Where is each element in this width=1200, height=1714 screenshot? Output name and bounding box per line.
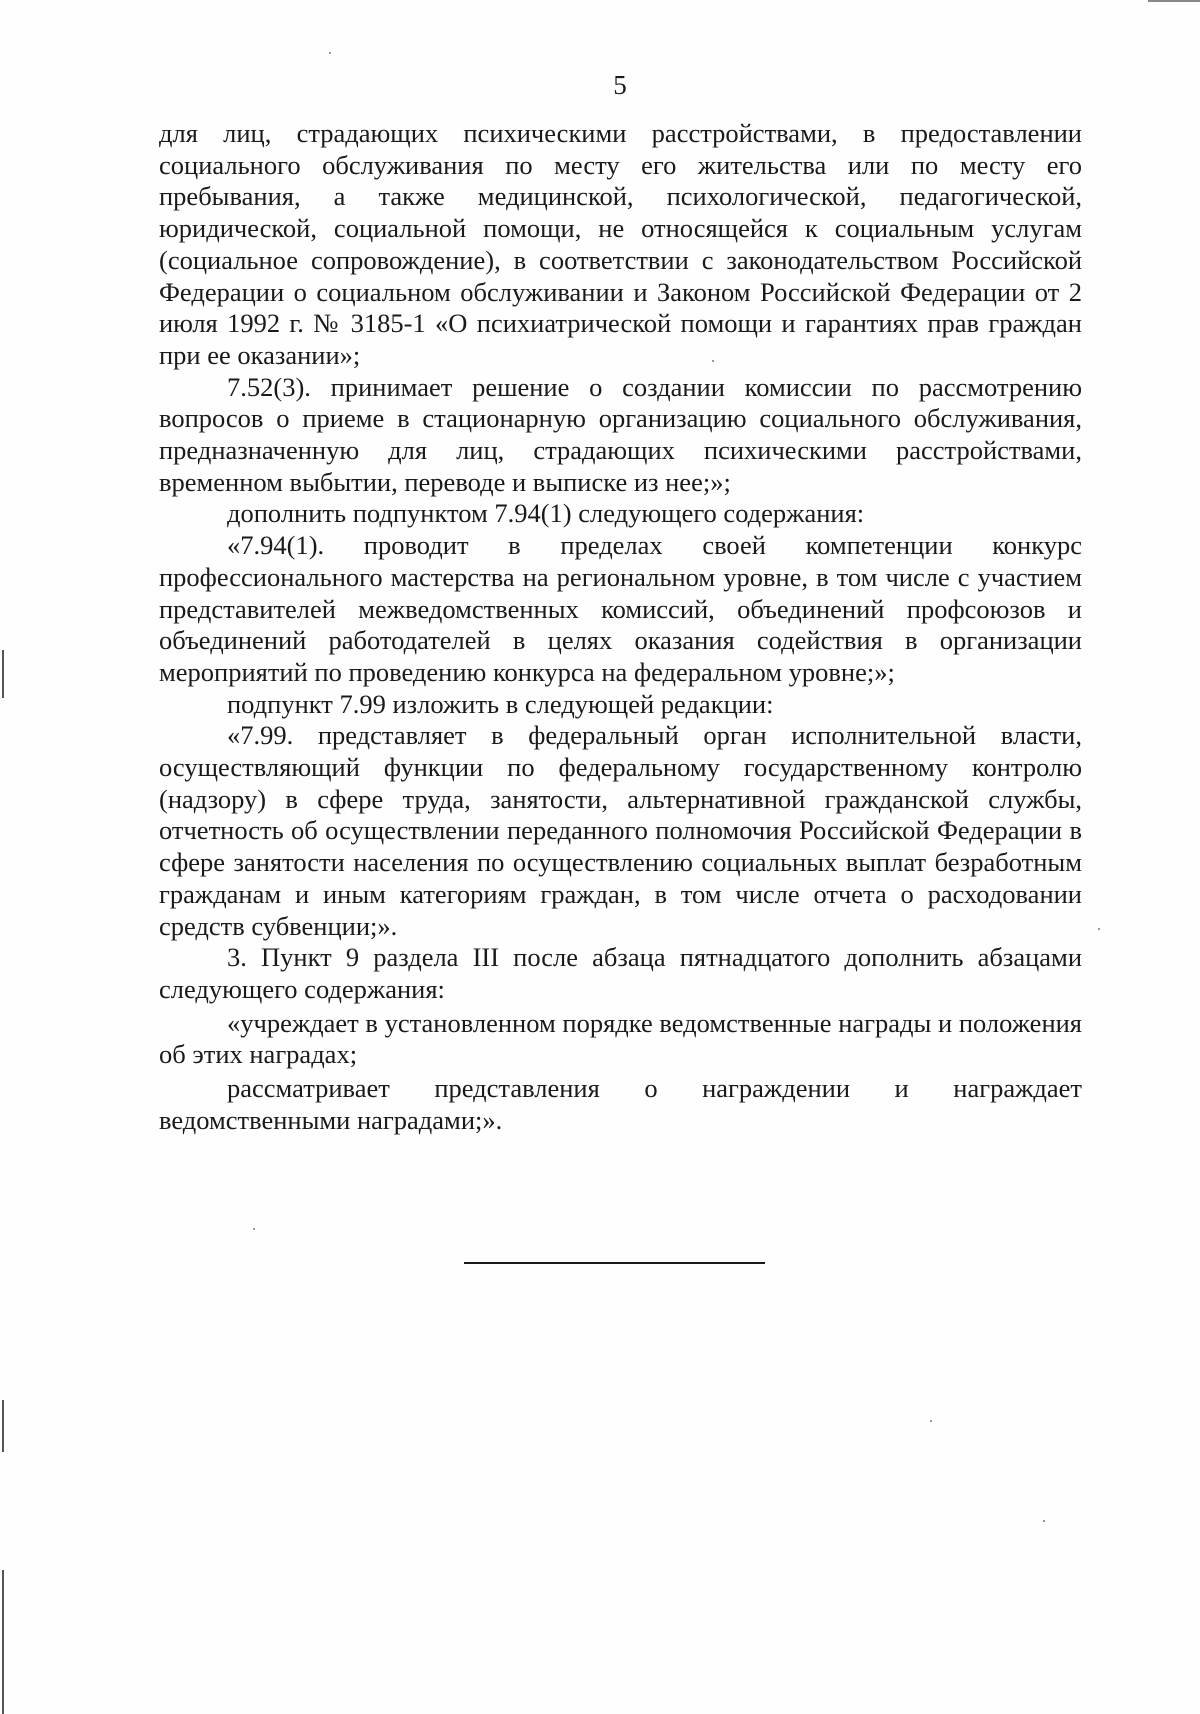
scan-speck (1043, 1520, 1045, 1522)
paragraph-7-94-1: «7.94(1). проводит в пределах своей компетенции конкурс профессионального мастерства на региональном уровне, в том числе с участием представителей межведомственных комиссий, объединений профсоюзов и объединений работодателей в целях оказания содействия в организации мероприятий по проведению конкурса на федеральном уровне;»; (159, 530, 1082, 687)
scan-edge-mark (2, 1400, 4, 1452)
paragraph-continuation: для лиц, страдающих психическими расстройствами, в предоставлении социального обслуживания по месту его жительства или по месту его пребывания, а также медицинской, психологической, педагогической, юридической, социальной помощи, не относящейся к социальным услугам (социальное сопровождение), в соответствии с законодательством Российской Федерации о социальном обслуживании и Законом Российской Федерации от 2 июля 1992 г. № 3185-1 «О психиатрической помощи и гарантиях прав граждан при ее оказании»; (159, 118, 1082, 370)
paragraph-add-7-94-1: дополнить подпунктом 7.94(1) следующего содержания: (227, 498, 865, 529)
paragraph-point-3: 3. Пункт 9 раздела III после абзаца пятнадцатого дополнить абзацами следующего содержания: (159, 942, 1082, 1004)
paragraph-awards-establish: «учреждает в установленном порядке ведомственные награды и положения об этих наградах; (159, 1007, 1082, 1070)
scan-speck (712, 360, 714, 362)
scan-edge-mark (2, 1570, 4, 1714)
end-of-text-rule (464, 1262, 765, 1264)
document-body (159, 118, 1082, 1137)
scan-speck (329, 52, 331, 54)
paragraph-7-52-3: 7.52(3). принимает решение о создании комиссии по рассмотрению вопросов о приеме в стационарную организацию социального обслуживания, предназначенную для лиц, страдающих психическими расстройствами, временном выбытии, переводе и выписке из нее;»; (159, 371, 1082, 497)
scan-speck (253, 1228, 255, 1230)
scan-speck (930, 1420, 932, 1422)
page-number: 5 (613, 70, 627, 100)
scan-edge-mark (1148, 0, 1200, 2)
paragraph-amend-7-99: подпункт 7.99 изложить в следующей редакции: (227, 688, 774, 719)
scan-speck (1098, 928, 1100, 930)
paragraph-7-99: «7.99. представляет в федеральный орган исполнительной власти, осуществляющий функции по федеральному государственному контролю (надзору) в сфере труда, занятости, альтернативной гражданской службы, отчетность об осуществлении переданного полномочия Российской Федерации в сфере занятости населения по осуществлению социальных выплат безработным гражданам и иным категориям граждан, в том числе отчета о расходовании средств субвенции;». (159, 720, 1082, 941)
paragraph-awards-consider: рассматривает представления о награждении и награждает ведомственными наградами;». (159, 1073, 1082, 1135)
scan-edge-mark (2, 650, 4, 698)
